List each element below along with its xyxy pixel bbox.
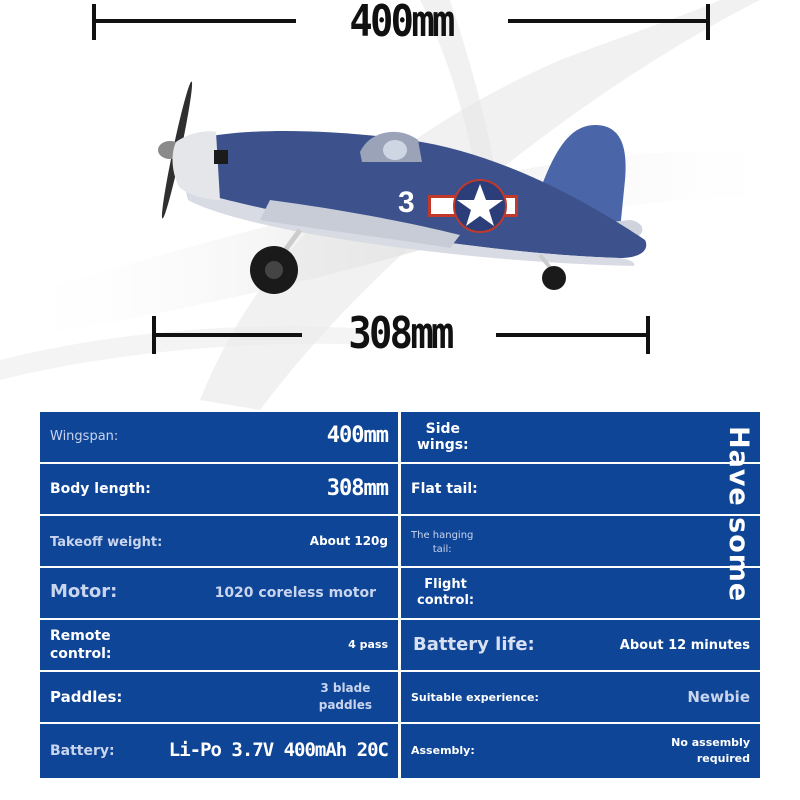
spec-value: About 12 minutes — [619, 638, 750, 653]
spec-row-flat-tail — [401, 464, 760, 514]
spec-row-takeoff-weight — [40, 516, 398, 566]
length-left-line — [152, 333, 302, 337]
wingspan-dimension-label: 400mm — [349, 0, 453, 47]
spec-value: 308mm — [326, 476, 388, 501]
spec-row-flight-control — [401, 568, 760, 618]
spec-label: Flight control: — [417, 577, 475, 608]
spec-row-wingspan — [40, 412, 398, 462]
spec-label: Assembly: — [411, 744, 475, 757]
length-right-tick — [646, 316, 650, 354]
spec-value: Newbie — [687, 688, 750, 706]
wingspan-left-line — [92, 19, 296, 23]
spec-label: Suitable experience: — [411, 691, 539, 704]
spec-label: Remote control: — [50, 628, 112, 662]
spec-value: 3 blade paddles — [318, 681, 372, 712]
spec-label: Battery life: — [413, 634, 535, 655]
spec-row-hanging-tail — [401, 516, 760, 566]
spec-value: 4 pass — [348, 638, 388, 651]
airplane-illustration — [150, 70, 660, 300]
spec-label: Battery: — [50, 743, 115, 759]
spec-row-assembly — [401, 724, 760, 778]
spec-row-remote-control — [40, 620, 398, 670]
spec-value: Li-Po 3.7V 400mAh 20C — [168, 739, 388, 761]
length-dimension-label: 308mm — [348, 308, 452, 359]
spec-value: No assembly required — [671, 736, 750, 765]
wingspan-right-line — [508, 19, 710, 23]
spec-label: Paddles: — [50, 688, 123, 706]
side-banner — [718, 418, 758, 603]
spec-label: Body length: — [50, 481, 151, 497]
spec-row-battery-life — [401, 620, 760, 670]
wingspan-right-tick — [706, 4, 710, 40]
spec-label: Flat tail: — [411, 481, 478, 497]
length-right-line — [496, 333, 648, 337]
spec-row-motor — [40, 568, 398, 618]
spec-label: Motor: — [50, 581, 118, 602]
spec-value: About 120g — [309, 534, 388, 548]
spec-row-body-length — [40, 464, 398, 514]
spec-label: Side wings: — [417, 421, 469, 453]
spec-label: Wingspan: — [50, 429, 119, 444]
spec-value: 1020 coreless motor — [214, 585, 376, 601]
spec-value: 400mm — [326, 423, 388, 448]
spec-row-battery — [40, 724, 398, 778]
spec-label: Takeoff weight: — [50, 535, 163, 550]
fuselage-number: 3 — [398, 186, 415, 219]
spec-row-paddles — [40, 672, 398, 722]
side-banner-text: Have some — [723, 426, 754, 603]
spec-row-suitable-experience — [401, 672, 760, 722]
spec-label: The hanging tail: — [411, 530, 474, 555]
spec-table — [40, 412, 760, 778]
spec-row-side-wings — [401, 412, 760, 462]
